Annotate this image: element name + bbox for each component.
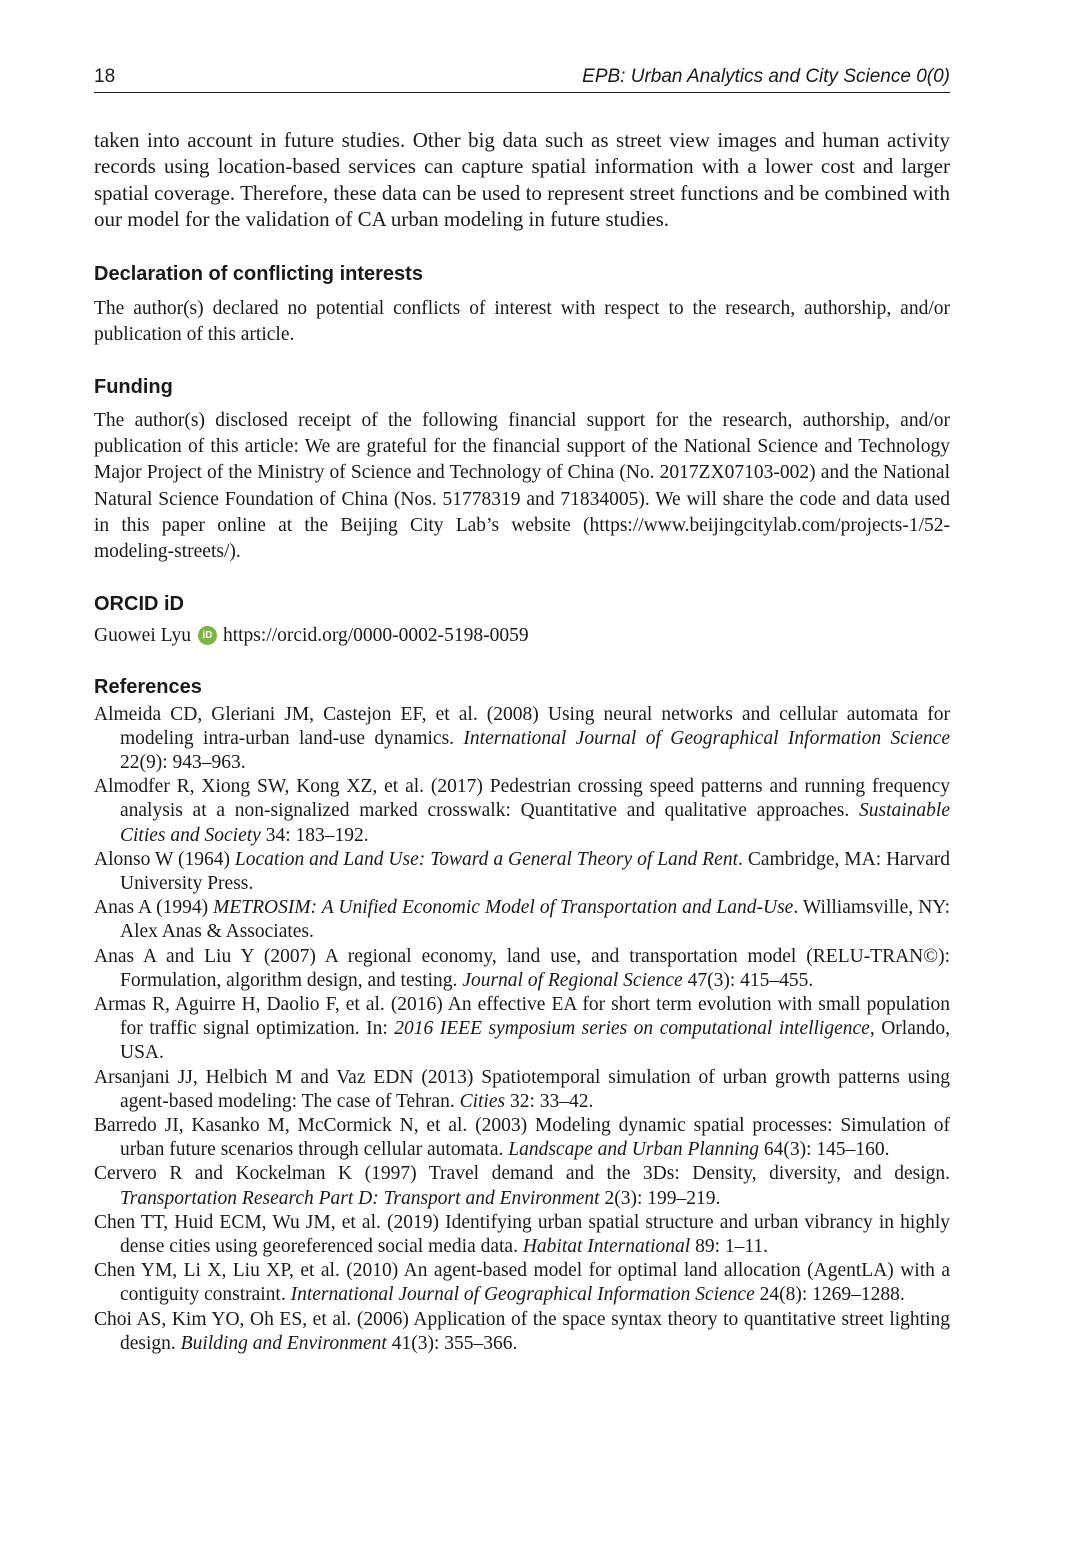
reference-source-title: Building and Environment xyxy=(180,1332,387,1354)
reference-details: 22(9): 943–963. xyxy=(120,751,246,773)
reference-details: 41(3): 355–366. xyxy=(386,1332,518,1354)
reference-text: Alonso W (1964) xyxy=(94,848,235,870)
reference-text: Almeida CD, Gleriani JM, Castejon EF, et al. (2008) Using neural networks and cellular automata for modeling intra-urban land-use dynamics. xyxy=(94,703,950,749)
reference-item xyxy=(94,896,950,944)
reference-details: . Williamsville, NY: Alex Anas & Associates. xyxy=(120,897,950,943)
reference-details: 34: 183–192. xyxy=(260,824,369,846)
funding-text: The author(s) disclosed receipt of the following financial support for the research, authorship, and/or publication of this article: We are grateful for the financial support of the National Science and Technology Major Project of the Ministry of Science and Technology of China (No. 2017ZX07103-002) and the National Natural Science Foundation of China (Nos. 51778319 and 71834005). We will share the code and data used in this paper online at the Beijing City Lab’s website (https://www.beijingcitylab.com/projects-1/52-modeling-streets/). xyxy=(94,409,950,563)
reference-text: Chen YM, Li X, Liu XP, et al. (2010) An agent-based model for optimal land allocation (AgentLA) with a contiguity constraint. xyxy=(94,1260,950,1306)
reference-item xyxy=(94,1162,950,1210)
reference-source-title: 2016 IEEE symposium series on computational intelligence xyxy=(394,1018,870,1040)
reference-text: Choi AS, Kim YO, Oh ES, et al. (2006) Application of the space syntax theory to quantitative street lighting design. xyxy=(94,1308,950,1354)
reference-details: . Cambridge, MA: Harvard University Press. xyxy=(120,848,950,894)
page xyxy=(94,66,950,1356)
reference-text: Barredo JI, Kasanko M, McCormick N, et al. (2003) Modeling dynamic spatial processes: Simulation of urban future scenarios through cellular automata. xyxy=(94,1115,950,1161)
reference-text: Armas R, Aguirre H, Daolio F, et al. (2016) An effective EA for short term evolution with small population for traffic signal optimization. In: xyxy=(94,994,950,1040)
reference-details: 47(3): 415–455. xyxy=(682,969,814,991)
reference-item xyxy=(94,703,950,776)
reference-source-title: Transportation Research Part D: Transport and Environment xyxy=(120,1187,600,1209)
reference-source-title: Cities xyxy=(459,1090,506,1112)
reference-details: 32: 33–42. xyxy=(505,1090,594,1112)
reference-source-title: Habitat International xyxy=(522,1236,691,1258)
declaration-heading: Declaration of conflicting interests xyxy=(94,263,423,286)
reference-item xyxy=(94,1211,950,1259)
reference-details: 64(3): 145–160. xyxy=(759,1139,890,1161)
reference-source-title: Landscape and Urban Planning xyxy=(508,1139,760,1161)
orcid-heading: ORCID iD xyxy=(94,592,184,615)
orcid-icon: iD xyxy=(198,626,217,645)
reference-source-title: Journal of Regional Science xyxy=(462,969,683,991)
reference-source-title: International Journal of Geographical Information Science xyxy=(290,1284,755,1306)
reference-details: 89: 1–11. xyxy=(690,1236,769,1258)
reference-text: Cervero R and Kockelman K (1997) Travel demand and the 3Ds: Density, diversity, and design. xyxy=(94,1163,950,1185)
reference-details: 24(8): 1269–1288. xyxy=(754,1284,905,1306)
reference-item xyxy=(94,993,950,1066)
reference-source-title: METROSIM: A Unified Economic Model of Transportation and Land-Use xyxy=(213,897,794,919)
intro-paragraph: taken into account in future studies. Other big data such as street view images and human activity records using location-based services can capture spatial information with a lower cost and larger spatial coverage. Therefore, these data can be used to represent street functions and be combined with our model for the validation of CA urban modeling in future studies. xyxy=(94,128,950,231)
reference-text: Almodfer R, Xiong SW, Kong XZ, et al. (2017) Pedestrian crossing speed patterns and running frequency analysis at a non-signalized marked crosswalk: Quantitative and qualitative approaches. xyxy=(94,776,950,822)
reference-text: Anas A (1994) xyxy=(94,897,214,919)
orcid-author-name: Guowei Lyu xyxy=(94,624,191,646)
funding-heading: Funding xyxy=(94,375,173,398)
orcid-entry xyxy=(94,623,950,649)
reference-item xyxy=(94,848,950,896)
reference-text: Chen TT, Huid ECM, Wu JM, et al. (2019) Identifying urban spatial structure and urban vibrancy in highly dense cities using georeferenced social media data. xyxy=(94,1211,950,1258)
reference-source-title: International Journal of Geographical Information Science xyxy=(463,727,950,749)
references-list xyxy=(94,703,950,1356)
reference-item xyxy=(94,1259,950,1307)
orcid-link[interactable]: https://orcid.org/0000-0002-5198-0059 xyxy=(222,624,529,646)
declaration-text: The author(s) declared no potential conflicts of interest with respect to the research, authorship, and/or publication of this article. xyxy=(94,298,950,346)
page-number: 18 xyxy=(94,66,116,87)
running-header xyxy=(94,66,950,93)
reference-details: , Orlando, USA. xyxy=(120,1018,950,1064)
reference-source-title: Sustainable Cities and Society xyxy=(120,800,950,846)
reference-text: Arsanjani JJ, Helbich M and Vaz EDN (2013) Spatiotemporal simulation of urban growth patterns using agent-based modeling: The case of Tehran. xyxy=(94,1066,950,1112)
reference-item xyxy=(94,945,950,993)
reference-item xyxy=(94,775,950,848)
reference-text: Anas A and Liu Y (2007) A regional economy, land use, and transportation model (RELU-TRAN©): Formulation, algorithm design, and testing. xyxy=(94,945,950,991)
references-heading: References xyxy=(94,675,202,698)
journal-title: EPB: Urban Analytics and City Science 0(0) xyxy=(582,66,950,87)
reference-item xyxy=(94,1066,950,1114)
reference-details: 2(3): 199–219. xyxy=(599,1187,721,1209)
reference-item xyxy=(94,1308,950,1356)
reference-source-title: Location and Land Use: Toward a General Theory of Land Rent xyxy=(234,848,738,870)
reference-item xyxy=(94,1114,950,1162)
